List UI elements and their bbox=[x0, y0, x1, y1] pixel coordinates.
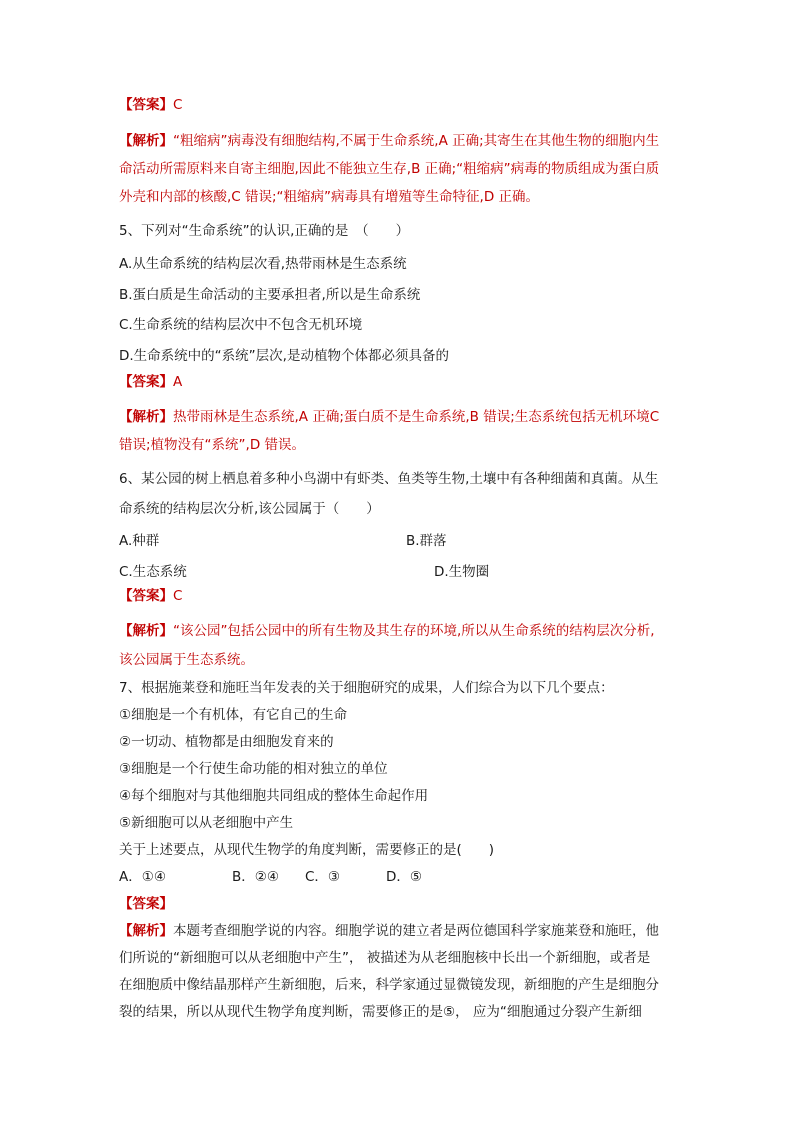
point-item: ②一切动、植物都是由细胞发育来的 bbox=[119, 734, 334, 750]
question-stem: 7、根据施莱登和施旺当年发表的关于细胞研究的成果，人们综合为以下几个要点： bbox=[119, 680, 614, 696]
option-row bbox=[119, 562, 679, 582]
analysis-text: 命活动所需原料来自寄主细胞,因此不能独立生存,B 正确;“粗缩病”病毒的物质组成为蛋白质 bbox=[119, 161, 660, 177]
option-d: D．⑤ bbox=[386, 869, 422, 885]
analysis-line bbox=[119, 131, 679, 151]
question-stem: 5、下列对“生命系统”的认识,正确的是 （ ） bbox=[119, 223, 410, 239]
option-b: B.群落 bbox=[406, 533, 447, 549]
answer-line bbox=[119, 894, 679, 914]
analysis-text: “粗缩病”病毒没有细胞结构,不属于生命系统,A 正确;其寄生在其他生物的细胞内生 bbox=[173, 133, 660, 149]
answer-tag: 【答案】 bbox=[119, 97, 173, 113]
option-a: A.种群 bbox=[119, 533, 160, 549]
option-c: C.生态系统 bbox=[119, 564, 187, 580]
option-c: C．③ bbox=[305, 869, 341, 885]
analysis-text: 该公园属于生态系统。 bbox=[119, 652, 254, 668]
answer-tag: 【答案】 bbox=[119, 374, 173, 390]
analysis-text: 错误;植物没有“系统”,D 错误。 bbox=[119, 437, 306, 453]
analysis-text: 们所说的“新细胞可以从老细胞中产生”， 被描述为从老细胞核中长出一个新细胞，或者是 bbox=[119, 950, 651, 966]
point-item: ⑤新细胞可以从老细胞中产生 bbox=[119, 815, 294, 831]
answer-tag: 【答案】 bbox=[119, 588, 173, 604]
analysis-text: 裂的结果，所以从现代生物学角度判断，需要修正的是⑤， 应为“细胞通过分裂产生新细 bbox=[119, 1004, 642, 1020]
point-item: ④每个细胞对与其他细胞共同组成的整体生命起作用 bbox=[119, 788, 429, 804]
question-stem: 6、某公园的树上栖息着多种小鸟湖中有虾类、鱼类等生物,土壤中有各种细菌和真菌。从生 bbox=[119, 471, 659, 487]
analysis-text: 外壳和内部的核酸,C 错误;“粗缩病”病毒具有增殖等生命特征,D 正确。 bbox=[119, 189, 540, 205]
option-b: B．②④ bbox=[232, 869, 279, 885]
option-b: B.蛋白质是生命活动的主要承担者,所以是生命系统 bbox=[119, 287, 421, 303]
option-d: D.生物圈 bbox=[434, 564, 490, 580]
question-stem: 命系统的结构层次分析,该公园属于（ ） bbox=[119, 501, 380, 517]
analysis-text: “该公园”包括公园中的所有生物及其生存的环境,所以从生命系统的结构层次分析, bbox=[173, 623, 655, 639]
point-item: ①细胞是一个有机体，有它自己的生命 bbox=[119, 707, 348, 723]
option-a: A．①④ bbox=[119, 869, 166, 885]
analysis-tag: 【解析】 bbox=[119, 133, 173, 149]
question-text: 关于上述要点，从现代生物学的角度判断，需要修正的是( ) bbox=[119, 842, 495, 858]
answer-line bbox=[119, 95, 679, 115]
answer-line bbox=[119, 372, 679, 392]
option-d: D.生命系统中的“系统”层次,是动植物个体都必须具备的 bbox=[119, 348, 449, 364]
analysis-tag: 【解析】 bbox=[119, 623, 173, 639]
point-item: ③细胞是一个行使生命功能的相对独立的单位 bbox=[119, 761, 388, 777]
option-row bbox=[119, 531, 679, 551]
analysis-tag: 【解析】 bbox=[119, 409, 173, 425]
analysis-text: 热带雨林是生态系统,A 正确;蛋白质不是生命系统,B 错误;生态系统包括无机环境C bbox=[173, 409, 660, 425]
analysis-text: 在细胞质中像结晶那样产生新细胞，后来，科学家通过显微镜发现，新细胞的产生是细胞分 bbox=[119, 977, 659, 993]
analysis-line bbox=[119, 407, 679, 427]
analysis-line bbox=[119, 621, 679, 641]
answer-value: A bbox=[173, 374, 183, 390]
analysis-text: 本题考查细胞学说的内容。细胞学说的建立者是两位德国科学家施莱登和施旺，他 bbox=[173, 923, 659, 939]
answer-value: C bbox=[173, 97, 183, 113]
answer-tag: 【答案】 bbox=[119, 896, 173, 912]
answer-value: C bbox=[173, 588, 183, 604]
answer-line bbox=[119, 586, 679, 606]
analysis-tag: 【解析】 bbox=[119, 923, 173, 939]
option-c: C.生命系统的结构层次中不包含无机环境 bbox=[119, 317, 363, 333]
option-a: A.从生命系统的结构层次看,热带雨林是生态系统 bbox=[119, 256, 407, 272]
analysis-line bbox=[119, 921, 679, 941]
